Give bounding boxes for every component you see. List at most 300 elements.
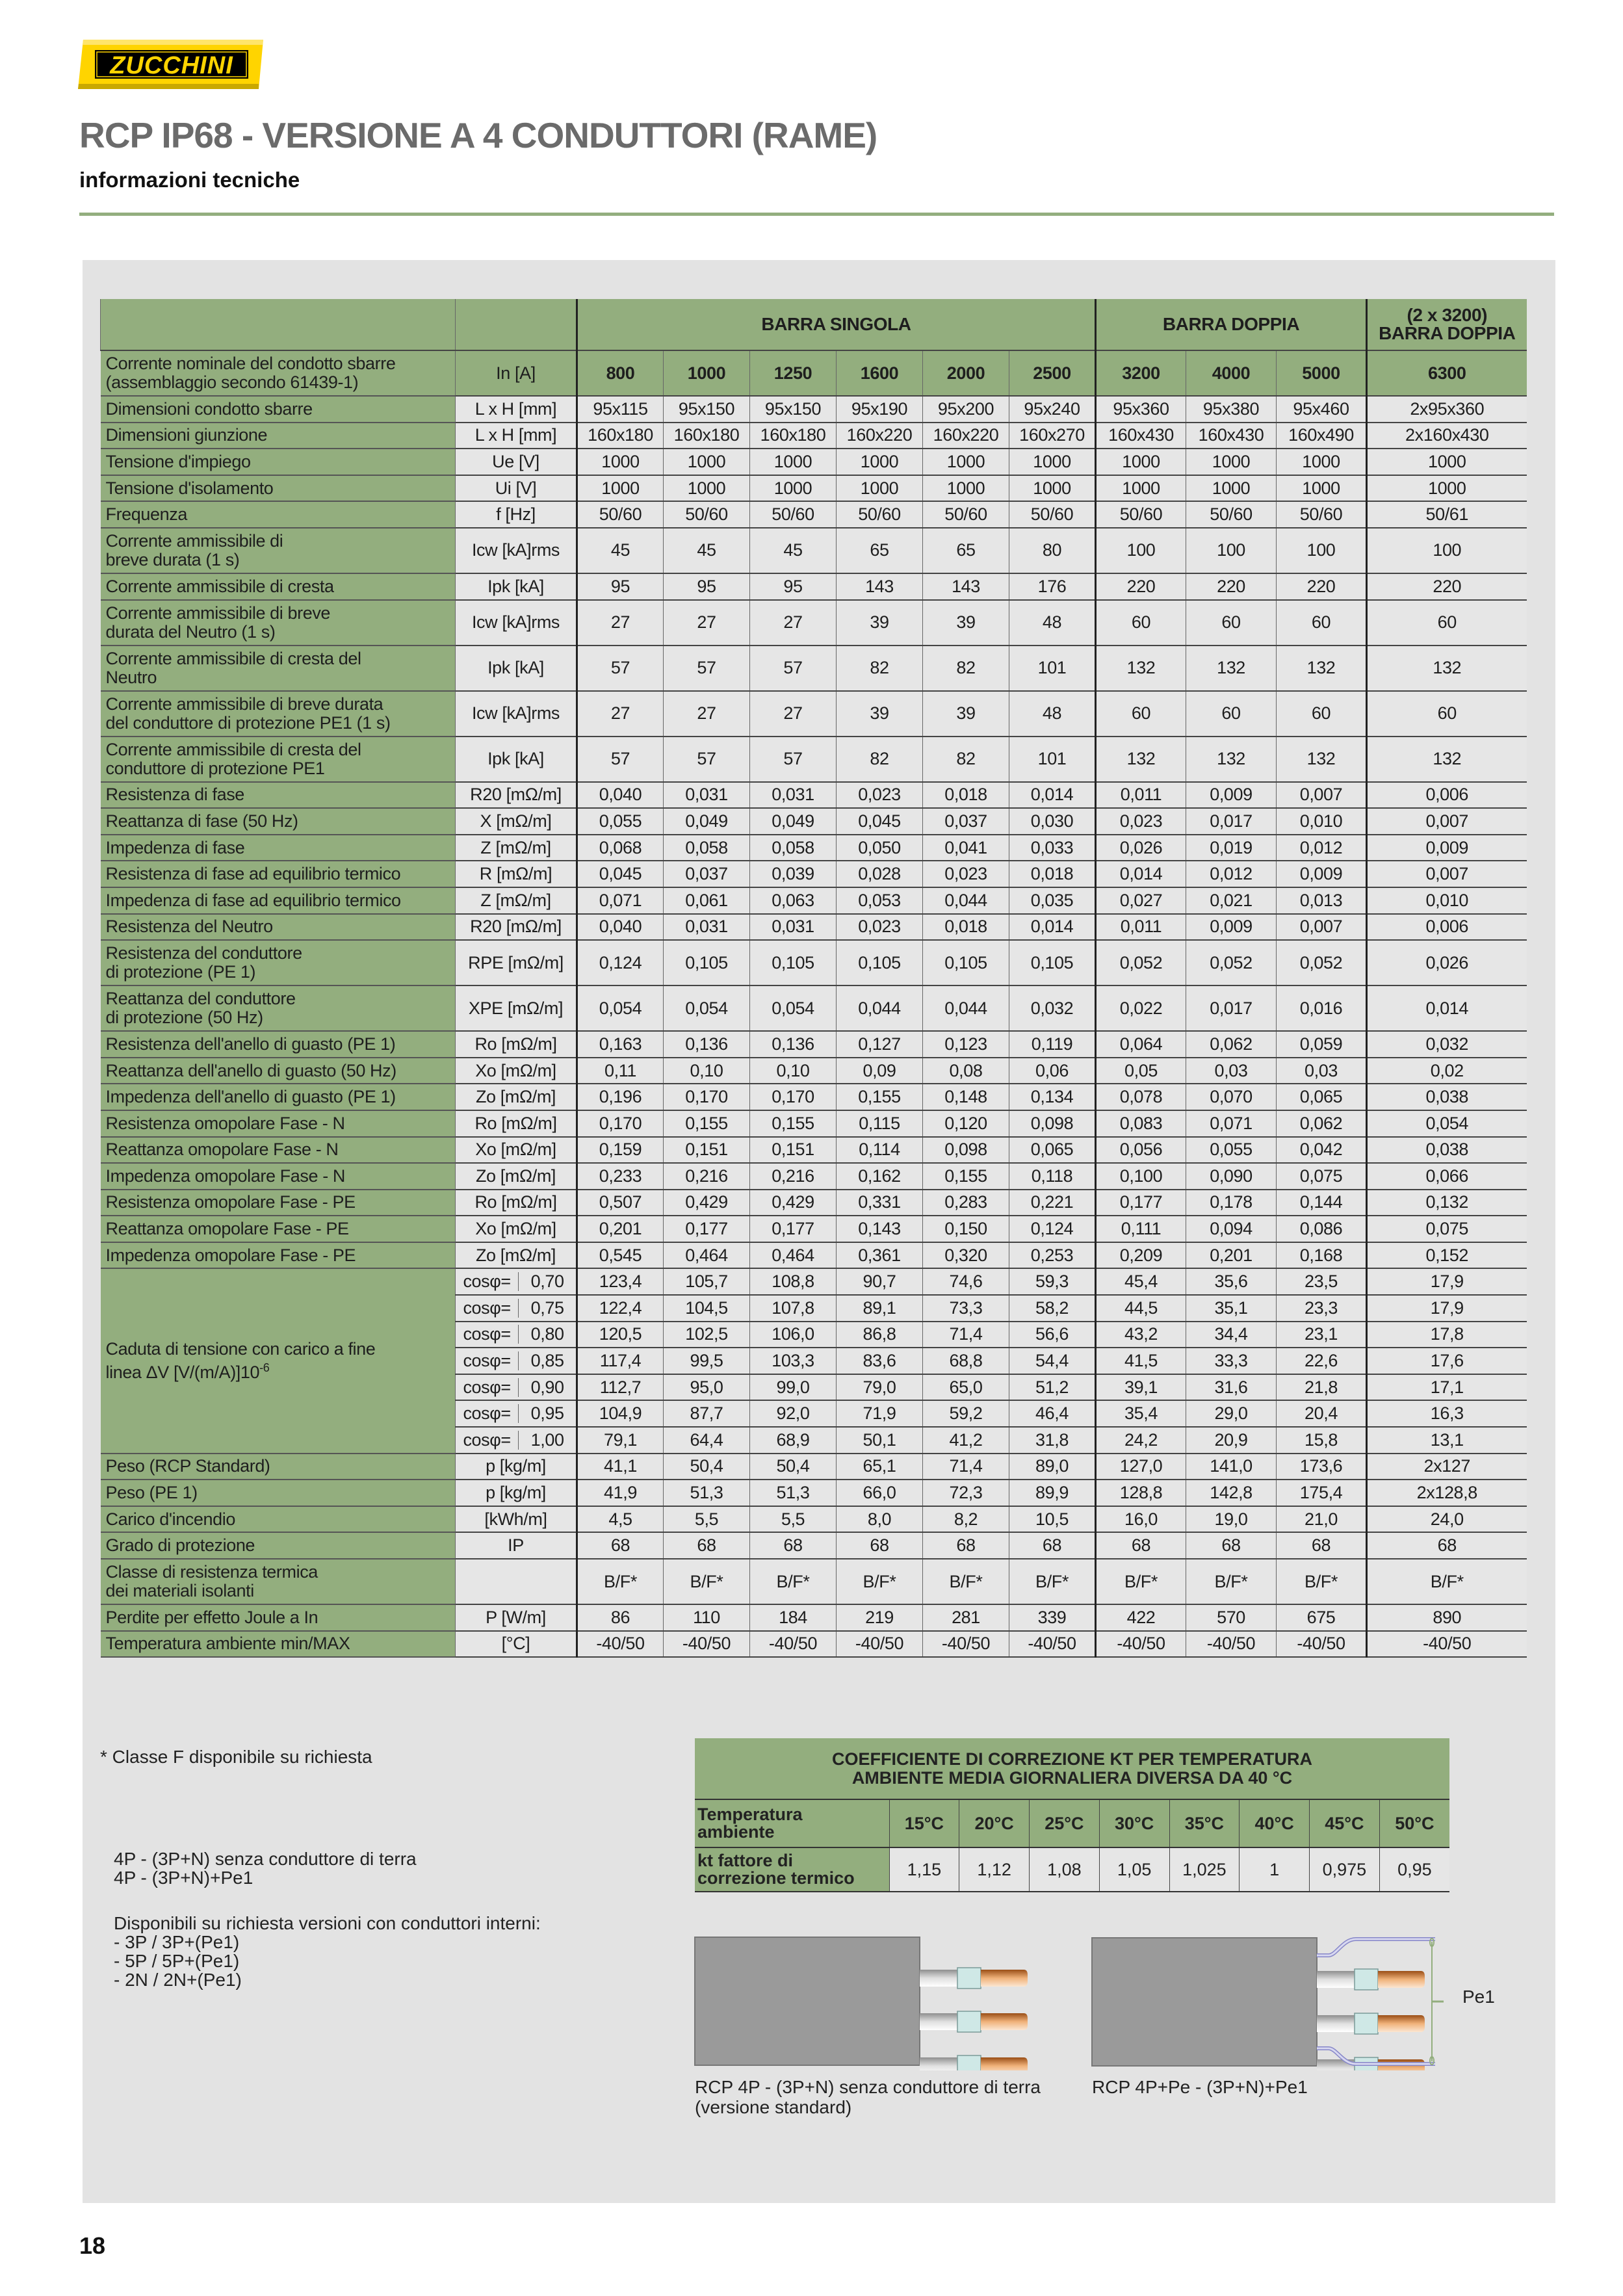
row-label: Temperatura ambiente min/MAX (101, 1631, 456, 1658)
table-row (101, 1137, 1527, 1164)
table-cell: 0,044 (923, 887, 1009, 914)
table-cell: 160x270 (1009, 423, 1096, 449)
internal-option-2: - 5P / 5P+(Pe1) (114, 1951, 240, 1971)
rated-current-1000: 1000 (664, 350, 750, 396)
table-cell: 143 (837, 573, 923, 600)
row-label: Corrente ammissibile di breve durata del Neutro (1 s) (101, 600, 456, 646)
table-cell: 87,7 (664, 1400, 750, 1427)
table-cell: -40/50 (923, 1631, 1009, 1658)
row-unit: p [kg/m] (456, 1480, 577, 1506)
row-unit: Zo [mΩ/m] (456, 1084, 577, 1110)
technical-specs-table (100, 299, 1527, 1658)
table-cell: 122,4 (577, 1295, 664, 1322)
table-cell: 0,040 (577, 782, 664, 809)
table-cell: 89,9 (1009, 1480, 1096, 1506)
table-cell: 0,115 (837, 1110, 923, 1137)
table-cell: 68 (1096, 1532, 1186, 1559)
table-cell: 50/60 (837, 501, 923, 528)
cos-phi-prefix: cosφ= (456, 1431, 519, 1450)
table-cell: 675 (1277, 1604, 1367, 1631)
row-label: Resistenza dell'anello di guasto (PE 1) (101, 1031, 456, 1058)
table-cell: 0,168 (1277, 1242, 1367, 1269)
table-cell: 0,10 (664, 1058, 750, 1084)
table-cell: 95x150 (750, 396, 837, 423)
table-cell: 0,030 (1009, 808, 1096, 835)
row-label: Tensione d'isolamento (101, 475, 456, 502)
table-cell: 0,253 (1009, 1242, 1096, 1269)
row-label: Impedenza omopolare Fase - N (101, 1163, 456, 1190)
table-cell: 141,0 (1186, 1454, 1277, 1480)
table-cell: 132 (1367, 646, 1527, 691)
row-unit: Ro [mΩ/m] (456, 1110, 577, 1137)
table-cell: 83,6 (837, 1348, 923, 1374)
table-cell: 100 (1186, 528, 1277, 573)
table-cell: 1000 (1367, 449, 1527, 475)
page-subtitle: informazioni tecniche (79, 168, 300, 192)
table-cell: 45 (664, 528, 750, 573)
table-row (101, 835, 1527, 861)
row-label: Resistenza di fase ad equilibrio termico (101, 861, 456, 887)
cos-phi-value: 0,70 (530, 1272, 564, 1292)
table-cell: 17,9 (1367, 1268, 1527, 1295)
table-cell: 50/60 (1009, 501, 1096, 528)
table-cell: 0,033 (1009, 835, 1096, 861)
conductor-icons (1317, 1969, 1425, 2070)
table-cell: 570 (1186, 1604, 1277, 1631)
table-cell: 0,018 (1009, 861, 1096, 887)
table-cell: 51,2 (1009, 1374, 1096, 1401)
table-cell: 0,027 (1096, 887, 1186, 914)
table-cell: 0,170 (750, 1084, 837, 1110)
row-unit: IP (456, 1532, 577, 1559)
table-cell: 1000 (750, 475, 837, 502)
table-cell: 50/60 (1096, 501, 1186, 528)
table-cell: 0,019 (1186, 835, 1277, 861)
table-cell: 0,209 (1096, 1242, 1186, 1269)
table-cell: 132 (1277, 737, 1367, 782)
table-cell: B/F* (1009, 1559, 1096, 1604)
row-unit (456, 1559, 577, 1604)
table-cell: 50,4 (664, 1454, 750, 1480)
table-cell: 90,7 (837, 1268, 923, 1295)
table-cell: 71,4 (923, 1322, 1009, 1348)
table-cell: 1000 (837, 449, 923, 475)
table-cell: 219 (837, 1604, 923, 1631)
table-cell: 0,010 (1367, 887, 1527, 914)
table-cell: 82 (923, 646, 1009, 691)
group-header-double-6300: (2 x 3200) BARRA DOPPIA (1367, 299, 1527, 350)
table-cell: 0,021 (1186, 887, 1277, 914)
table-cell: 0,012 (1277, 835, 1367, 861)
table-cell: 20,9 (1186, 1427, 1277, 1454)
table-cell: 117,4 (577, 1348, 664, 1374)
table-cell: 0,014 (1009, 914, 1096, 941)
table-cell: 0,049 (750, 808, 837, 835)
table-row (101, 528, 1527, 573)
table-cell: 0,132 (1367, 1190, 1527, 1216)
table-cell: 23,3 (1277, 1295, 1367, 1322)
table-cell: B/F* (577, 1559, 664, 1604)
table-row (101, 1242, 1527, 1269)
table-cell: 57 (577, 737, 664, 782)
table-cell: 1000 (577, 449, 664, 475)
table-cell: 0,105 (664, 940, 750, 985)
table-cell: 35,6 (1186, 1268, 1277, 1295)
kt-factor: 1,15 (889, 1847, 959, 1892)
table-cell: 220 (1096, 573, 1186, 600)
voltage-drop-label-text: Caduta di tensione con carico a fine linea ΔV [V/(m/A)]10 (105, 1339, 376, 1383)
table-row (101, 396, 1527, 423)
table-cell: 0,014 (1367, 985, 1527, 1031)
table-cell: 16,0 (1096, 1506, 1186, 1533)
row-label: Classe di resistenza termica dei materiali isolanti (101, 1559, 456, 1604)
table-cell: 0,026 (1096, 835, 1186, 861)
table-cell: 79,1 (577, 1427, 664, 1454)
rated-current-1600: 1600 (837, 350, 923, 396)
table-cell: 0,054 (577, 985, 664, 1031)
rated-current-4000: 4000 (1186, 350, 1277, 396)
table-row (101, 985, 1527, 1031)
row-label: Reattanza del conduttore di protezione (50 Hz) (101, 985, 456, 1031)
kt-temperature: 15°C (889, 1799, 959, 1847)
table-cell: 102,5 (664, 1322, 750, 1348)
table-cell: 0,320 (923, 1242, 1009, 1269)
table-cell: 0,11 (577, 1058, 664, 1084)
table-cell: 0,100 (1096, 1163, 1186, 1190)
table-row (101, 808, 1527, 835)
table-cell: 0,086 (1277, 1216, 1367, 1242)
table-cell: 27 (750, 600, 837, 646)
table-cell: 0,009 (1367, 835, 1527, 861)
table-cell: 34,4 (1186, 1322, 1277, 1348)
table-cell: 17,8 (1367, 1322, 1527, 1348)
table-cell: 0,017 (1186, 808, 1277, 835)
table-cell: 0,221 (1009, 1190, 1096, 1216)
table-cell: 50/60 (1186, 501, 1277, 528)
table-cell: 160x430 (1186, 423, 1277, 449)
row-label: Reattanza omopolare Fase - PE (101, 1216, 456, 1242)
table-cell: 0,170 (664, 1084, 750, 1110)
table-cell: 0,152 (1367, 1242, 1527, 1269)
cos-phi-prefix: cosφ= (456, 1272, 519, 1291)
table-cell: 39,1 (1096, 1374, 1186, 1401)
table-cell: 105,7 (664, 1268, 750, 1295)
table-cell: 60 (1096, 600, 1186, 646)
table-cell: 184 (750, 1604, 837, 1631)
table-cell: 0,054 (1367, 1110, 1527, 1137)
kt-row-label-factor: kt fattore di correzione termico (695, 1847, 889, 1892)
row-unit: Ro [mΩ/m] (456, 1031, 577, 1058)
rated-current-5000: 5000 (1277, 350, 1367, 396)
table-cell: 0,151 (664, 1137, 750, 1164)
footnote: * Classe F disponibile su richiesta (100, 1747, 372, 1767)
table-cell: 79,0 (837, 1374, 923, 1401)
table-cell: 0,065 (1009, 1137, 1096, 1164)
table-cell: 92,0 (750, 1400, 837, 1427)
table-cell: 0,03 (1186, 1058, 1277, 1084)
cos-phi-value: 1,00 (530, 1429, 564, 1450)
table-cell: 65,0 (923, 1374, 1009, 1401)
row-unit: X [mΩ/m] (456, 808, 577, 835)
table-cell: 0,055 (577, 808, 664, 835)
row-unit: Z [mΩ/m] (456, 835, 577, 861)
table-cell: 0,094 (1186, 1216, 1277, 1242)
table-cell: 101 (1009, 646, 1096, 691)
table-cell: 1000 (750, 449, 837, 475)
table-cell: 1000 (1096, 449, 1186, 475)
table-cell: 107,8 (750, 1295, 837, 1322)
table-row (101, 1084, 1527, 1110)
table-cell: B/F* (1096, 1559, 1186, 1604)
table-row (101, 449, 1527, 475)
diagram-4p-standard (692, 1934, 1043, 2070)
table-cell: 23,1 (1277, 1322, 1367, 1348)
table-cell: 82 (837, 737, 923, 782)
table-cell: 8,2 (923, 1506, 1009, 1533)
table-cell: -40/50 (1096, 1631, 1186, 1658)
table-cell: 0,031 (750, 782, 837, 809)
table-row (101, 1110, 1527, 1137)
table-cell: 0,02 (1367, 1058, 1527, 1084)
table-row (101, 1480, 1527, 1506)
group-header-single: BARRA SINGOLA (577, 299, 1096, 350)
table-cell: 0,083 (1096, 1110, 1186, 1137)
table-cell: 17,1 (1367, 1374, 1527, 1401)
table-cell: 50/60 (577, 501, 664, 528)
table-cell: 46,4 (1009, 1400, 1096, 1427)
table-cell: 0,016 (1277, 985, 1367, 1031)
row-label: Grado di protezione (101, 1532, 456, 1559)
table-cell: 0,045 (837, 808, 923, 835)
table-cell: B/F* (664, 1559, 750, 1604)
table-cell: 0,075 (1367, 1216, 1527, 1242)
row-unit: L x H [mm] (456, 423, 577, 449)
table-cell: 0,059 (1277, 1031, 1367, 1058)
row-unit: Ue [V] (456, 449, 577, 475)
table-cell: 41,5 (1096, 1348, 1186, 1374)
table-cell: 27 (664, 600, 750, 646)
table-row (101, 573, 1527, 600)
table-cell: 65 (923, 528, 1009, 573)
row-label: Resistenza di fase (101, 782, 456, 809)
table-cell: 1000 (1186, 475, 1277, 502)
table-cell: 0,022 (1096, 985, 1186, 1031)
table-cell: -40/50 (1277, 1631, 1367, 1658)
table-row (101, 1631, 1527, 1658)
table-cell: 57 (750, 737, 837, 782)
table-cell: 0,064 (1096, 1031, 1186, 1058)
group-header-row (101, 299, 1527, 350)
table-cell: 132 (1367, 737, 1527, 782)
table-row (101, 1604, 1527, 1631)
table-cell: 0,545 (577, 1242, 664, 1269)
table-cell: B/F* (1367, 1559, 1527, 1604)
table-cell: 0,062 (1186, 1031, 1277, 1058)
table-cell: 0,023 (923, 861, 1009, 887)
table-cell: 890 (1367, 1604, 1527, 1631)
table-cell: 0,151 (750, 1137, 837, 1164)
cos-phi-cell (456, 1374, 577, 1401)
table-cell: -40/50 (577, 1631, 664, 1658)
table-cell: 10,5 (1009, 1506, 1096, 1533)
table-row (101, 861, 1527, 887)
row-label: Resistenza omopolare Fase - N (101, 1110, 456, 1137)
table-cell: 0,10 (750, 1058, 837, 1084)
table-cell: 160x220 (923, 423, 1009, 449)
table-cell: 31,6 (1186, 1374, 1277, 1401)
table-cell: 51,3 (750, 1480, 837, 1506)
table-cell: 50,4 (750, 1454, 837, 1480)
table-cell: 0,216 (664, 1163, 750, 1190)
group-header-double: BARRA DOPPIA (1096, 299, 1367, 350)
cos-phi-value: 0,75 (530, 1298, 564, 1318)
table-cell: 16,3 (1367, 1400, 1527, 1427)
table-cell: 0,054 (664, 985, 750, 1031)
table-cell: 86 (577, 1604, 664, 1631)
table-cell: 132 (1096, 646, 1186, 691)
row-unit: R20 [mΩ/m] (456, 782, 577, 809)
cos-phi-prefix: cosφ= (456, 1351, 519, 1370)
table-cell: B/F* (1277, 1559, 1367, 1604)
table-cell: 220 (1186, 573, 1277, 600)
table-cell: B/F* (837, 1559, 923, 1604)
table-cell: 0,078 (1096, 1084, 1186, 1110)
table-cell: 0,049 (664, 808, 750, 835)
cos-phi-value: 0,85 (530, 1351, 564, 1371)
table-cell: 95x240 (1009, 396, 1096, 423)
table-cell: 0,009 (1186, 782, 1277, 809)
table-cell: 27 (664, 691, 750, 737)
kt-temperature: 35°C (1169, 1799, 1240, 1847)
table-cell: 0,464 (750, 1242, 837, 1269)
table-cell: 0,233 (577, 1163, 664, 1190)
table-cell: 0,163 (577, 1031, 664, 1058)
table-cell: 0,201 (1186, 1242, 1277, 1269)
table-cell: 0,066 (1367, 1163, 1527, 1190)
table-cell: 0,042 (1277, 1137, 1367, 1164)
table-cell: 13,1 (1367, 1427, 1527, 1454)
row-unit: Xo [mΩ/m] (456, 1058, 577, 1084)
table-cell: 95x380 (1186, 396, 1277, 423)
cos-phi-cell (456, 1400, 577, 1427)
row-unit: R20 [mΩ/m] (456, 914, 577, 941)
row-unit: P [W/m] (456, 1604, 577, 1631)
table-cell: 0,283 (923, 1190, 1009, 1216)
table-cell: 68,8 (923, 1348, 1009, 1374)
table-cell: 0,017 (1186, 985, 1277, 1031)
table-cell: 48 (1009, 691, 1096, 737)
row-label: Dimensioni giunzione (101, 423, 456, 449)
table-cell: 68 (577, 1532, 664, 1559)
kt-factor: 0,975 (1310, 1847, 1380, 1892)
table-cell: 0,063 (750, 887, 837, 914)
table-cell: 1000 (837, 475, 923, 502)
table-cell: B/F* (750, 1559, 837, 1604)
table-cell: 0,075 (1277, 1163, 1367, 1190)
table-cell: 0,058 (664, 835, 750, 861)
table-cell: 0,464 (664, 1242, 750, 1269)
row-label: Corrente ammissibile di cresta (101, 573, 456, 600)
table-cell: -40/50 (664, 1631, 750, 1658)
table-row (101, 782, 1527, 809)
row-unit: Icw [kA]rms (456, 691, 577, 737)
table-cell: 0,361 (837, 1242, 923, 1269)
table-cell: 99,5 (664, 1348, 750, 1374)
table-cell: 422 (1096, 1604, 1186, 1631)
voltage-drop-label (101, 1268, 456, 1453)
table-cell: 50/60 (750, 501, 837, 528)
table-cell: 0,055 (1186, 1137, 1277, 1164)
table-cell: 39 (837, 600, 923, 646)
cos-phi-prefix: cosφ= (456, 1325, 519, 1344)
table-cell: 39 (923, 600, 1009, 646)
table-cell: 57 (664, 646, 750, 691)
kt-temperature: 45°C (1310, 1799, 1380, 1847)
row-unit: RPE [mΩ/m] (456, 940, 577, 985)
table-cell: 1000 (664, 449, 750, 475)
table-cell: 60 (1186, 691, 1277, 737)
header-blank-unit (456, 299, 577, 350)
table-cell: 24,2 (1096, 1427, 1186, 1454)
table-cell: 0,331 (837, 1190, 923, 1216)
table-cell: 0,155 (750, 1110, 837, 1137)
row-label: Resistenza del Neutro (101, 914, 456, 941)
table-cell: 0,507 (577, 1190, 664, 1216)
table-row (101, 1532, 1527, 1559)
table-cell: 50/60 (923, 501, 1009, 528)
table-cell: 0,037 (664, 861, 750, 887)
table-cell: 60 (1186, 600, 1277, 646)
table-row (101, 423, 1527, 449)
table-cell: 21,8 (1277, 1374, 1367, 1401)
table-row (101, 1031, 1527, 1058)
table-cell: B/F* (923, 1559, 1009, 1604)
table-cell: 0,032 (1009, 985, 1096, 1031)
table-cell: 95x360 (1096, 396, 1186, 423)
rating-row (101, 350, 1527, 396)
table-cell: 0,136 (750, 1031, 837, 1058)
row-label: Corrente nominale del condotto sbarre (assemblaggio secondo 61439-1) (101, 350, 456, 396)
table-cell: 0,150 (923, 1216, 1009, 1242)
table-cell: 66,0 (837, 1480, 923, 1506)
table-cell: 0,037 (923, 808, 1009, 835)
page-number: 18 (79, 2232, 106, 2259)
table-cell: 0,006 (1367, 782, 1527, 809)
table-cell: 0,018 (923, 914, 1009, 941)
table-cell: 1000 (1367, 475, 1527, 502)
table-cell: 41,1 (577, 1454, 664, 1480)
table-cell: 112,7 (577, 1374, 664, 1401)
table-cell: 0,114 (837, 1137, 923, 1164)
table-cell: 0,124 (577, 940, 664, 985)
table-row (101, 1506, 1527, 1533)
table-cell: 0,058 (750, 835, 837, 861)
rated-current-800: 800 (577, 350, 664, 396)
table-cell: 0,013 (1277, 887, 1367, 914)
table-cell: 104,9 (577, 1400, 664, 1427)
table-cell: 95 (664, 573, 750, 600)
row-label: Corrente ammissibile di cresta del Neutro (101, 646, 456, 691)
table-cell: 160x180 (750, 423, 837, 449)
table-cell: 0,155 (923, 1163, 1009, 1190)
table-cell: 0,071 (1186, 1110, 1277, 1137)
table-cell: 0,124 (1009, 1216, 1096, 1242)
page-title: RCP IP68 - VERSIONE A 4 CONDUTTORI (RAME) (79, 115, 877, 155)
table-cell: 0,105 (923, 940, 1009, 985)
table-cell: 100 (1367, 528, 1527, 573)
table-cell: 65 (837, 528, 923, 573)
cos-phi-cell (456, 1295, 577, 1322)
